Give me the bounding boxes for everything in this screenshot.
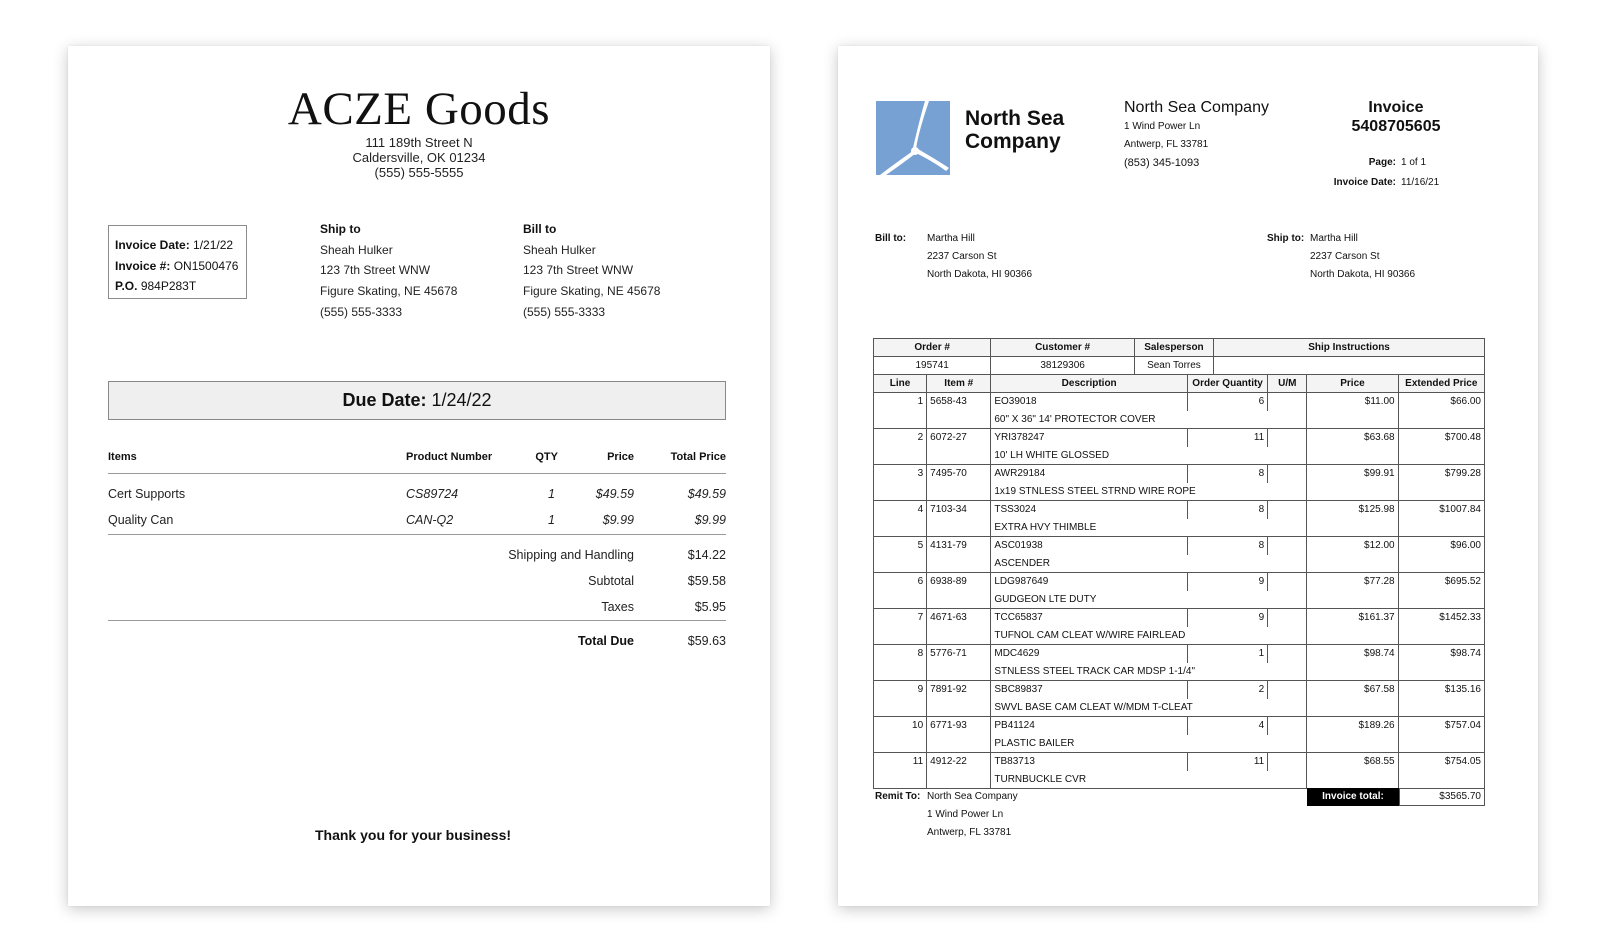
blank-cell bbox=[874, 519, 927, 537]
unit-of-measure bbox=[1268, 393, 1307, 411]
unit-of-measure bbox=[1268, 573, 1307, 591]
blank-cell bbox=[1398, 735, 1484, 753]
extended-price: $66.00 bbox=[1398, 393, 1484, 411]
bill-to-line: 123 7th Street WNW bbox=[523, 263, 634, 278]
item-code: YRI378247 bbox=[991, 429, 1188, 447]
item-code: LDG987649 bbox=[991, 573, 1188, 591]
blank-cell bbox=[927, 627, 991, 645]
bill-to-block bbox=[523, 219, 660, 323]
ship-instructions-value bbox=[1214, 357, 1485, 375]
customer-number-header: Customer # bbox=[991, 339, 1134, 357]
extended-price: $1452.33 bbox=[1398, 609, 1484, 627]
page-label: Page: bbox=[1368, 157, 1396, 168]
unit-of-measure bbox=[1268, 501, 1307, 519]
line-description-row bbox=[874, 591, 1485, 609]
item-number-header: Item # bbox=[927, 375, 991, 393]
line-description-row bbox=[874, 663, 1485, 681]
blank-cell bbox=[1398, 699, 1484, 717]
ship-to-heading: Ship to bbox=[320, 222, 361, 236]
invoice-number-row bbox=[115, 256, 246, 277]
order-quantity: 8 bbox=[1187, 537, 1267, 555]
line-number: 2 bbox=[874, 429, 927, 447]
blank-cell bbox=[1268, 555, 1307, 573]
blank-cell bbox=[1398, 447, 1484, 465]
item-code: TSS3024 bbox=[991, 501, 1188, 519]
item-description: SWVL BASE CAM CLEAT W/MDM T-CLEAT bbox=[991, 699, 1268, 717]
line-item-row bbox=[874, 645, 1485, 663]
item-product-number: CS89724 bbox=[406, 487, 459, 501]
blank-cell bbox=[874, 735, 927, 753]
blank-cell bbox=[1268, 483, 1307, 501]
shipping-value: $14.22 bbox=[687, 548, 726, 562]
line-number: 5 bbox=[874, 537, 927, 555]
unit-of-measure bbox=[1268, 429, 1307, 447]
line-number: 10 bbox=[874, 717, 927, 735]
blank-cell bbox=[874, 699, 927, 717]
line-description-row bbox=[874, 771, 1485, 789]
blank-cell bbox=[927, 591, 991, 609]
blank-cell bbox=[1268, 771, 1307, 789]
unit-of-measure bbox=[1268, 465, 1307, 483]
extended-price-header: Extended Price bbox=[1398, 375, 1484, 393]
item-number: 6072-27 bbox=[927, 429, 991, 447]
invoice-date-value: 1/21/22 bbox=[193, 238, 234, 252]
blank-cell bbox=[1398, 627, 1484, 645]
unit-price: $68.55 bbox=[1307, 753, 1398, 771]
company-name: ACZE Goods bbox=[287, 83, 551, 135]
order-quantity-header: Order Quantity bbox=[1187, 375, 1267, 393]
blank-cell bbox=[1398, 771, 1484, 789]
item-number: 6771-93 bbox=[927, 717, 991, 735]
company-phone: (853) 345-1093 bbox=[1124, 157, 1200, 169]
unit-of-measure-header: U/M bbox=[1268, 375, 1307, 393]
bill-to-line: Figure Skating, NE 45678 bbox=[523, 284, 661, 299]
blank-cell bbox=[1307, 483, 1398, 501]
item-description: 1x19 STNLESS STEEL STRND WIRE ROPE bbox=[991, 483, 1268, 501]
invoice-number: 5408705605 bbox=[1351, 118, 1441, 135]
logo-text bbox=[965, 107, 1064, 153]
invoice-total-value: $3565.70 bbox=[1399, 788, 1485, 806]
blank-cell bbox=[874, 591, 927, 609]
line-number: 6 bbox=[874, 573, 927, 591]
company-address-line: Caldersville, OK 01234 bbox=[352, 150, 486, 165]
blank-cell bbox=[1268, 699, 1307, 717]
blank-cell bbox=[1398, 555, 1484, 573]
customer-number-value: 38129306 bbox=[991, 357, 1134, 375]
unit-price: $161.37 bbox=[1307, 609, 1398, 627]
remit-to-block bbox=[927, 788, 1018, 842]
line-item-row bbox=[874, 609, 1485, 627]
unit-of-measure bbox=[1268, 609, 1307, 627]
order-quantity: 6 bbox=[1187, 393, 1267, 411]
price-header: Price bbox=[1307, 375, 1398, 393]
extended-price: $754.05 bbox=[1398, 753, 1484, 771]
order-quantity: 11 bbox=[1187, 429, 1267, 447]
line-item-row bbox=[874, 717, 1485, 735]
blank-cell bbox=[927, 447, 991, 465]
blank-cell bbox=[927, 519, 991, 537]
column-header-price: Price bbox=[607, 451, 634, 463]
invoice-page-acze bbox=[68, 46, 770, 906]
blank-cell bbox=[927, 663, 991, 681]
remit-to-label: Remit To: bbox=[875, 791, 921, 802]
wind-turbine-logo-icon bbox=[876, 101, 950, 175]
bill-to-block bbox=[927, 230, 1032, 284]
unit-price: $125.98 bbox=[1307, 501, 1398, 519]
order-quantity: 4 bbox=[1187, 717, 1267, 735]
description-header: Description bbox=[991, 375, 1188, 393]
order-number-header: Order # bbox=[874, 339, 991, 357]
column-header-product-number: Product Number bbox=[406, 451, 493, 463]
remit-to-line: Antwerp, FL 33781 bbox=[927, 827, 1012, 838]
item-name: Cert Supports bbox=[108, 487, 186, 501]
thank-you-note: Thank you for your business! bbox=[314, 827, 512, 843]
po-label: P.O. bbox=[115, 279, 138, 293]
item-description: PLASTIC BAILER bbox=[991, 735, 1268, 753]
line-number: 8 bbox=[874, 645, 927, 663]
order-number-value: 195741 bbox=[874, 357, 991, 375]
taxes-label: Taxes bbox=[601, 600, 634, 614]
item-number: 7495-70 bbox=[927, 465, 991, 483]
blank-cell bbox=[1307, 447, 1398, 465]
blank-cell bbox=[874, 483, 927, 501]
ship-to-line: 123 7th Street WNW bbox=[320, 263, 431, 278]
due-date-label: Due Date: bbox=[342, 390, 427, 410]
blank-cell bbox=[927, 555, 991, 573]
item-code: MDC4629 bbox=[991, 645, 1188, 663]
ship-to-block bbox=[320, 219, 457, 323]
invoice-info-box bbox=[108, 225, 247, 299]
invoice-number-label: Invoice #: bbox=[115, 258, 171, 273]
page-value: 1 of 1 bbox=[1401, 157, 1427, 168]
bill-to-line: Sheah Hulker bbox=[523, 242, 596, 257]
blank-cell bbox=[927, 411, 991, 429]
blank-cell bbox=[1398, 663, 1484, 681]
line-item-row bbox=[874, 573, 1485, 591]
ship-to-line: Sheah Hulker bbox=[320, 242, 393, 257]
order-values-row bbox=[874, 357, 1485, 375]
po-row bbox=[115, 276, 246, 297]
subtotal-value: $59.58 bbox=[687, 574, 726, 588]
blank-cell bbox=[1307, 591, 1398, 609]
invoice-total-label: Invoice total: bbox=[1307, 788, 1399, 806]
due-date-value: 1/24/22 bbox=[431, 390, 492, 410]
ship-to-line: 2237 Carson St bbox=[1310, 251, 1380, 262]
salesperson-value: Sean Torres bbox=[1134, 357, 1213, 375]
ship-to-line: Martha Hill bbox=[1310, 233, 1358, 244]
ship-to-line: (555) 555-3333 bbox=[320, 304, 403, 319]
item-total: $49.59 bbox=[687, 487, 726, 501]
blank-cell bbox=[1307, 699, 1398, 717]
divider bbox=[108, 620, 726, 621]
item-code: TB83713 bbox=[991, 753, 1188, 771]
item-number: 7891-92 bbox=[927, 681, 991, 699]
item-qty: 1 bbox=[548, 487, 555, 501]
blank-cell bbox=[874, 447, 927, 465]
blank-cell bbox=[874, 555, 927, 573]
line-description-row bbox=[874, 447, 1485, 465]
line-number: 9 bbox=[874, 681, 927, 699]
company-address-line: 1 Wind Power Ln bbox=[1124, 121, 1201, 132]
logo-text-line: Company bbox=[965, 130, 1061, 153]
bill-to-label: Bill to: bbox=[875, 233, 907, 244]
line-description-row bbox=[874, 699, 1485, 717]
item-description: STNLESS STEEL TRACK CAR MDSP 1-1/4" bbox=[991, 663, 1268, 681]
ship-instructions-header: Ship Instructions bbox=[1214, 339, 1485, 357]
blank-cell bbox=[1307, 735, 1398, 753]
blank-cell bbox=[927, 699, 991, 717]
company-phone: (555) 555-5555 bbox=[374, 165, 464, 180]
blank-cell bbox=[1398, 591, 1484, 609]
bill-to-line: Martha Hill bbox=[927, 233, 975, 244]
blank-cell bbox=[874, 411, 927, 429]
item-code: TCC65837 bbox=[991, 609, 1188, 627]
line-description-row bbox=[874, 555, 1485, 573]
blank-cell bbox=[927, 483, 991, 501]
line-number: 4 bbox=[874, 501, 927, 519]
item-price: $49.59 bbox=[595, 487, 634, 501]
item-number: 4131-79 bbox=[927, 537, 991, 555]
blank-cell bbox=[1268, 519, 1307, 537]
invoice-date-label: Invoice Date: bbox=[115, 238, 190, 252]
item-number: 4912-22 bbox=[927, 753, 991, 771]
blank-cell bbox=[927, 771, 991, 789]
item-number: 4671-63 bbox=[927, 609, 991, 627]
column-header-total-price: Total Price bbox=[670, 451, 726, 463]
line-item-row bbox=[874, 465, 1485, 483]
taxes-value: $5.95 bbox=[694, 600, 726, 614]
line-item-row bbox=[874, 537, 1485, 555]
salesperson-header: Salesperson bbox=[1134, 339, 1213, 357]
unit-price: $11.00 bbox=[1307, 393, 1398, 411]
unit-price: $98.74 bbox=[1307, 645, 1398, 663]
ship-to-line: Figure Skating, NE 45678 bbox=[320, 284, 458, 299]
order-quantity: 11 bbox=[1187, 753, 1267, 771]
bill-to-line: 2237 Carson St bbox=[927, 251, 997, 262]
blank-cell bbox=[1268, 447, 1307, 465]
extended-price: $135.16 bbox=[1398, 681, 1484, 699]
item-description: EXTRA HVY THIMBLE bbox=[991, 519, 1268, 537]
blank-cell bbox=[1398, 483, 1484, 501]
blank-cell bbox=[1307, 663, 1398, 681]
invoice-date-label: Invoice Date: bbox=[1333, 177, 1396, 188]
extended-price: $695.52 bbox=[1398, 573, 1484, 591]
total-due-value: $59.63 bbox=[687, 634, 726, 648]
item-price: $9.99 bbox=[602, 513, 634, 527]
item-name: Quality Can bbox=[108, 513, 174, 527]
order-quantity: 9 bbox=[1187, 573, 1267, 591]
unit-price: $189.26 bbox=[1307, 717, 1398, 735]
company-address-line: 111 189th Street N bbox=[365, 135, 473, 150]
line-item-row bbox=[874, 429, 1485, 447]
blank-cell bbox=[1398, 411, 1484, 429]
invoice-number-value: ON1500476 bbox=[173, 258, 239, 273]
line-item-row bbox=[874, 393, 1485, 411]
item-number: 7103-34 bbox=[927, 501, 991, 519]
unit-price: $12.00 bbox=[1307, 537, 1398, 555]
item-code: AWR29184 bbox=[991, 465, 1188, 483]
ship-to-line: North Dakota, HI 90366 bbox=[1310, 269, 1416, 280]
po-value: 984P283T bbox=[140, 279, 197, 293]
line-description-row bbox=[874, 519, 1485, 537]
extended-price: $96.00 bbox=[1398, 537, 1484, 555]
blank-cell bbox=[1398, 519, 1484, 537]
order-quantity: 8 bbox=[1187, 501, 1267, 519]
unit-of-measure bbox=[1268, 753, 1307, 771]
blank-cell bbox=[874, 771, 927, 789]
invoice-title: Invoice bbox=[1368, 99, 1424, 116]
item-description: TUFNOL CAM CLEAT W/WIRE FAIRLEAD bbox=[991, 627, 1268, 645]
blank-cell bbox=[1307, 519, 1398, 537]
blank-cell bbox=[1307, 411, 1398, 429]
bill-to-line: North Dakota, HI 90366 bbox=[927, 269, 1033, 280]
unit-price: $67.58 bbox=[1307, 681, 1398, 699]
item-number: 5776-71 bbox=[927, 645, 991, 663]
bill-to-heading: Bill to bbox=[523, 222, 557, 236]
order-header-row bbox=[874, 339, 1485, 357]
total-due-label: Total Due bbox=[577, 634, 634, 648]
item-description: 10' LH WHITE GLOSSED bbox=[991, 447, 1268, 465]
blank-cell bbox=[1268, 627, 1307, 645]
item-code: EO39018 bbox=[991, 393, 1188, 411]
divider bbox=[108, 473, 726, 474]
extended-price: $1007.84 bbox=[1398, 501, 1484, 519]
blank-cell bbox=[874, 627, 927, 645]
extended-price: $757.04 bbox=[1398, 717, 1484, 735]
line-item-row bbox=[874, 681, 1485, 699]
line-number: 11 bbox=[874, 753, 927, 771]
extended-price: $799.28 bbox=[1398, 465, 1484, 483]
line-description-row bbox=[874, 411, 1485, 429]
ship-to-label: Ship to: bbox=[1267, 233, 1305, 244]
unit-of-measure bbox=[1268, 645, 1307, 663]
item-description: 60" X 36" 14' PROTECTOR COVER bbox=[991, 411, 1268, 429]
extended-price: $98.74 bbox=[1398, 645, 1484, 663]
line-header-row bbox=[874, 375, 1485, 393]
blank-cell bbox=[874, 663, 927, 681]
blank-cell bbox=[1307, 771, 1398, 789]
order-quantity: 2 bbox=[1187, 681, 1267, 699]
column-header-qty: QTY bbox=[535, 451, 558, 463]
extended-price: $700.48 bbox=[1398, 429, 1484, 447]
item-code: SBC89837 bbox=[991, 681, 1188, 699]
invoice-page-north-sea bbox=[838, 46, 1538, 906]
due-date-banner bbox=[108, 381, 726, 420]
order-quantity: 1 bbox=[1187, 645, 1267, 663]
blank-cell bbox=[927, 735, 991, 753]
order-quantity: 9 bbox=[1187, 609, 1267, 627]
blank-cell bbox=[1307, 627, 1398, 645]
shipping-label: Shipping and Handling bbox=[508, 548, 634, 562]
remit-to-line: North Sea Company bbox=[927, 791, 1018, 802]
company-address-line: Antwerp, FL 33781 bbox=[1124, 139, 1209, 150]
line-number: 1 bbox=[874, 393, 927, 411]
unit-price: $77.28 bbox=[1307, 573, 1398, 591]
subtotal-label: Subtotal bbox=[588, 574, 634, 588]
item-number: 5658-43 bbox=[927, 393, 991, 411]
unit-of-measure bbox=[1268, 717, 1307, 735]
line-item-row bbox=[874, 501, 1485, 519]
line-description-row bbox=[874, 627, 1485, 645]
item-code: PB41124 bbox=[991, 717, 1188, 735]
line-description-row bbox=[874, 483, 1485, 501]
invoice-date-value: 11/16/21 bbox=[1401, 177, 1440, 188]
item-product-number: CAN-Q2 bbox=[406, 513, 454, 527]
item-qty: 1 bbox=[548, 513, 555, 527]
item-description: TURNBUCKLE CVR bbox=[991, 771, 1268, 789]
company-name: North Sea Company bbox=[1124, 99, 1269, 116]
item-number: 6938-89 bbox=[927, 573, 991, 591]
divider bbox=[108, 534, 726, 535]
item-code: ASC01938 bbox=[991, 537, 1188, 555]
item-description: GUDGEON LTE DUTY bbox=[991, 591, 1268, 609]
unit-price: $63.68 bbox=[1307, 429, 1398, 447]
logo-text-line: North Sea bbox=[965, 107, 1065, 130]
line-number: 3 bbox=[874, 465, 927, 483]
line-description-row bbox=[874, 735, 1485, 753]
blank-cell bbox=[1268, 663, 1307, 681]
line-item-row bbox=[874, 753, 1485, 771]
unit-price: $99.91 bbox=[1307, 465, 1398, 483]
column-header-items: Items bbox=[108, 451, 137, 463]
blank-cell bbox=[1268, 591, 1307, 609]
blank-cell bbox=[1268, 735, 1307, 753]
bill-to-line: (555) 555-3333 bbox=[523, 304, 606, 319]
item-total: $9.99 bbox=[694, 513, 726, 527]
remit-to-line: 1 Wind Power Ln bbox=[927, 809, 1004, 820]
order-quantity: 8 bbox=[1187, 465, 1267, 483]
unit-of-measure bbox=[1268, 537, 1307, 555]
blank-cell bbox=[1307, 555, 1398, 573]
line-header: Line bbox=[874, 375, 927, 393]
unit-of-measure bbox=[1268, 681, 1307, 699]
invoice-date-row bbox=[115, 235, 246, 256]
ship-to-block bbox=[1310, 230, 1415, 284]
blank-cell bbox=[1268, 411, 1307, 429]
item-description: ASCENDER bbox=[991, 555, 1268, 573]
line-number: 7 bbox=[874, 609, 927, 627]
invoice-lines-table bbox=[873, 338, 1485, 789]
